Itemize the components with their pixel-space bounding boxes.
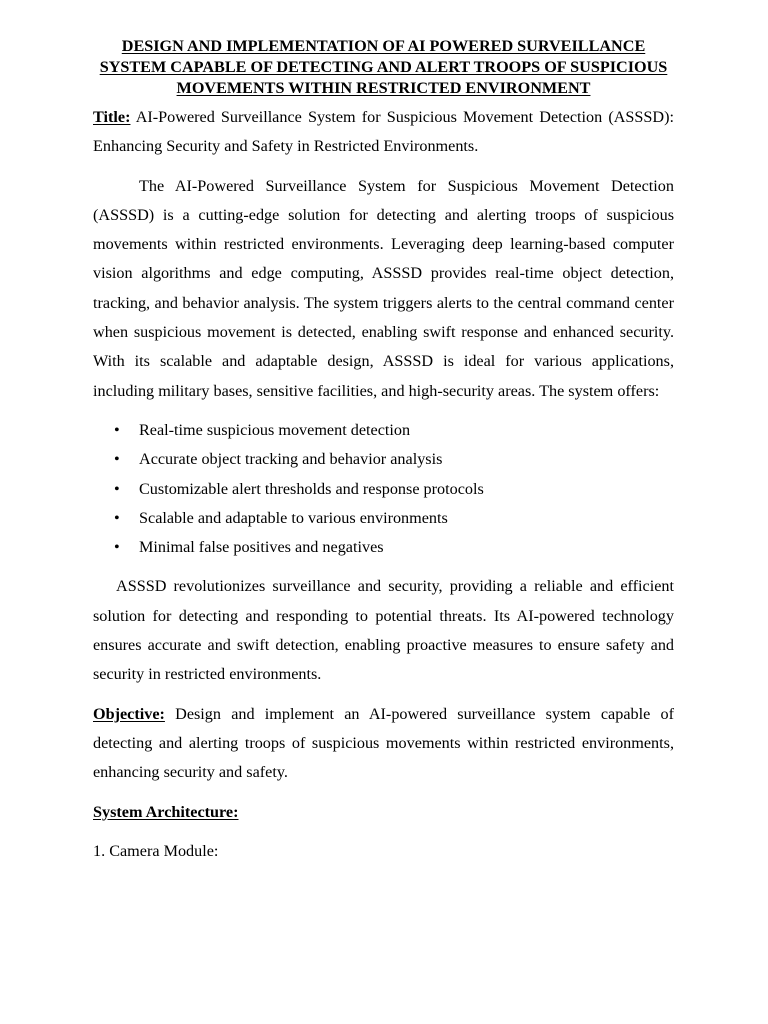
bullet-icon: • — [114, 538, 120, 557]
bullet-icon: • — [114, 479, 120, 498]
bullet-icon: • — [114, 420, 120, 439]
list-item — [93, 416, 674, 445]
title-text: AI-Powered Surveillance System for Suspicious Movement Detection (ASSSD): Enhancing Security and Safety in Restricted Environments. — [93, 108, 674, 156]
title-paragraph — [93, 103, 674, 162]
document-heading: DESIGN AND IMPLEMENTATION OF AI POWERED SURVEILLANCE SYSTEM CAPABLE OF DETECTING AND ALERT TROOPS OF SUSPICIOUS MOVEMENTS WITHIN RESTRICTED ENVIRONMENT — [99, 37, 668, 97]
camera-module-item: 1. Camera Module: — [93, 841, 219, 860]
feature-text: Scalable and adaptable to various environments — [139, 508, 448, 527]
architecture-label: System Architecture: — [93, 802, 239, 821]
bullet-icon: • — [114, 450, 120, 469]
document-page — [93, 36, 674, 866]
feature-list — [93, 416, 674, 562]
architecture-heading — [93, 798, 674, 827]
objective-label: Objective: — [93, 704, 165, 723]
intro-paragraph: The AI-Powered Surveillance System for Suspicious Movement Detection (ASSSD) is a cutting-edge solution for detecting and alerting troops of suspicious movements within restricted environments. Leveraging deep learning-based computer vision algorithms and edge computing, ASSSD provides real-time object detection, tracking, and behavior analysis. The system triggers alerts to the central command center when suspicious movement is detected, enabling swift response and enhanced security. With its scalable and adaptable design, ASSSD is ideal for various applications, including military bases, sensitive facilities, and high-security areas. The system offers: — [93, 176, 674, 400]
feature-text: Real-time suspicious movement detection — [139, 420, 411, 439]
objective-paragraph — [93, 700, 674, 788]
objective-text: Design and implement an AI-powered surveillance system capable of detecting and alerting troops of suspicious movements within restricted environments, enhancing security and safety. — [93, 704, 674, 782]
list-item — [93, 475, 674, 504]
feature-text: Minimal false positives and negatives — [139, 538, 384, 557]
bullet-icon: • — [114, 508, 120, 527]
title-label: Title: — [93, 108, 131, 126]
summary-paragraph: ASSSD revolutionizes surveillance and security, providing a reliable and efficient solution for detecting and responding to potential threats. Its AI-powered technology ensures accurate and swift detection, enabling proactive measures to ensure safety and security in restricted environments. — [93, 577, 674, 684]
feature-text: Accurate object tracking and behavior analysis — [139, 450, 443, 469]
feature-text: Customizable alert thresholds and response protocols — [139, 479, 484, 498]
list-item — [93, 445, 674, 474]
list-item — [93, 504, 674, 533]
list-item — [93, 533, 674, 562]
